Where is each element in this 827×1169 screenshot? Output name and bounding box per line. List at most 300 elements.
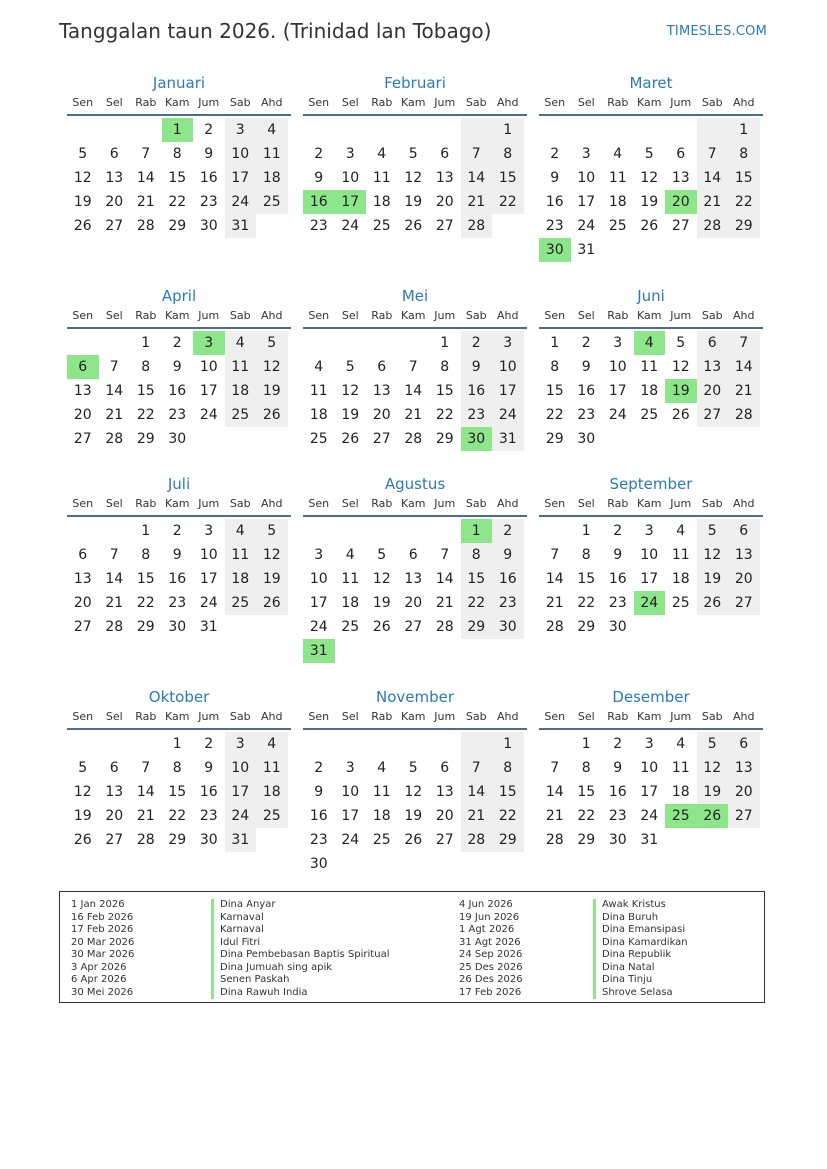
day-cell: 6 [728, 519, 760, 543]
day-cell: 18 [671, 571, 690, 587]
day-cell: 20 [728, 780, 760, 804]
day-cell: 16 [199, 170, 218, 186]
legend-names-left [211, 899, 389, 999]
day-cell: 6 [697, 331, 729, 355]
day-cell: 13 [73, 571, 92, 587]
holiday-day-cell: 1 [461, 519, 493, 543]
day-cell: 12 [372, 571, 391, 587]
month-april [67, 285, 291, 451]
legend-date: 19 Jun 2026 [459, 911, 520, 923]
day-cell: 30 [608, 832, 627, 848]
month-title: April [161, 287, 197, 305]
weekday-label: Rab [607, 96, 629, 109]
weekday-label: Sel [105, 497, 123, 510]
day-cell: 25 [640, 407, 659, 423]
day-cell: 5 [345, 359, 355, 375]
day-cell: 17 [640, 571, 659, 587]
day-cell: 27 [105, 832, 124, 848]
day-cell: 14 [136, 784, 155, 800]
weekday-label: Jum [198, 309, 220, 322]
holiday-day-cell: 20 [665, 190, 697, 214]
day-cell: 27 [435, 832, 454, 848]
day-cell: 25 [225, 591, 257, 615]
day-cell: 21 [728, 379, 760, 403]
day-cell: 27 [435, 218, 454, 234]
day-cell: 19 [256, 567, 288, 591]
day-cell: 4 [345, 547, 355, 563]
day-cell: 2 [613, 736, 623, 752]
month-title: Juni [637, 287, 665, 305]
day-cell: 6 [78, 547, 88, 563]
day-cell: 21 [136, 808, 155, 824]
weekday-header [67, 708, 291, 730]
day-cell: 10 [225, 756, 257, 780]
weekday-label: Sen [308, 710, 330, 723]
weekday-label: Sab [229, 309, 251, 322]
weekday-header [539, 94, 763, 116]
day-cell: 6 [408, 547, 418, 563]
weekday-label: Ahd [497, 309, 519, 322]
day-cell: 20 [697, 379, 729, 403]
day-cell: 26 [372, 619, 391, 635]
empty-cell [634, 118, 666, 142]
month-oktober [67, 686, 291, 852]
day-cell: 3 [314, 547, 324, 563]
weekday-label: Sel [105, 309, 123, 322]
day-cell: 13 [105, 170, 124, 186]
holiday-day-cell: 3 [193, 331, 225, 355]
day-cell: 3 [225, 118, 257, 142]
day-cell: 9 [314, 784, 324, 800]
empty-cell [429, 118, 461, 142]
day-cell: 6 [377, 359, 387, 375]
day-cell: 26 [404, 218, 423, 234]
day-cell: 28 [728, 403, 760, 427]
weekday-label: Sab [465, 497, 487, 510]
day-cell: 7 [141, 146, 151, 162]
day-cell: 10 [640, 760, 659, 776]
day-cell: 9 [172, 359, 182, 375]
day-cell: 1 [581, 523, 591, 539]
day-cell: 24 [199, 407, 218, 423]
day-cell: 6 [728, 732, 760, 756]
weekday-label: Ahd [497, 710, 519, 723]
day-cell: 11 [341, 571, 360, 587]
day-cell: 15 [435, 383, 454, 399]
day-cell: 5 [377, 547, 387, 563]
day-cell: 14 [105, 383, 124, 399]
legend-date: 25 Des 2026 [459, 961, 523, 973]
day-cell: 22 [435, 407, 454, 423]
day-cell: 25 [608, 218, 627, 234]
day-cell: 2 [172, 335, 182, 351]
day-cell: 11 [256, 142, 288, 166]
weekday-label: Kam [637, 96, 662, 109]
day-cell: 3 [492, 331, 524, 355]
month-title: November [375, 688, 455, 706]
weekday-label: Kam [637, 497, 662, 510]
day-cell: 1 [141, 523, 151, 539]
day-cell: 8 [492, 142, 524, 166]
day-grid [303, 331, 527, 451]
day-cell: 23 [168, 595, 187, 611]
weekday-label: Sel [577, 96, 595, 109]
legend-holiday-name: Dina Pembebasan Baptis Spiritual [211, 949, 389, 962]
day-cell: 5 [644, 146, 654, 162]
legend-date: 16 Feb 2026 [71, 911, 134, 923]
day-cell: 12 [341, 383, 360, 399]
empty-cell [303, 331, 335, 355]
legend-date: 30 Mar 2026 [71, 949, 135, 960]
day-cell: 7 [728, 331, 760, 355]
weekday-header [67, 307, 291, 329]
weekday-label: Sab [701, 96, 723, 109]
day-cell: 27 [728, 804, 760, 828]
weekday-label: Kam [401, 309, 426, 322]
weekday-header [303, 495, 527, 517]
month-title: Januari [152, 74, 206, 92]
day-cell: 14 [404, 383, 423, 399]
day-cell: 15 [168, 170, 187, 186]
day-cell: 4 [377, 760, 387, 776]
day-cell: 22 [136, 595, 155, 611]
day-cell: 3 [644, 736, 654, 752]
day-cell: 30 [608, 619, 627, 635]
day-cell: 22 [136, 407, 155, 423]
day-cell: 27 [73, 431, 92, 447]
day-cell: 4 [256, 732, 288, 756]
month-title: Maret [629, 74, 673, 92]
day-cell: 26 [256, 591, 288, 615]
day-cell: 29 [577, 832, 596, 848]
day-cell: 13 [697, 355, 729, 379]
weekday-label: Ahd [261, 309, 283, 322]
day-cell: 24 [199, 595, 218, 611]
day-cell: 22 [168, 194, 187, 210]
weekday-label: Ahd [733, 309, 755, 322]
day-grid [539, 331, 763, 451]
legend-holiday-name: Dina Anyar [211, 899, 389, 912]
day-cell: 23 [168, 407, 187, 423]
legend-date: 30 Mei 2026 [71, 986, 134, 998]
day-cell: 6 [440, 146, 450, 162]
day-cell: 12 [671, 359, 690, 375]
day-cell: 28 [545, 619, 564, 635]
day-cell: 12 [256, 543, 288, 567]
holiday-day-cell: 31 [303, 639, 335, 663]
day-cell: 23 [309, 218, 328, 234]
day-cell: 18 [256, 780, 288, 804]
empty-cell [539, 118, 571, 142]
weekday-label: Sel [577, 309, 595, 322]
day-cell: 18 [372, 194, 391, 210]
day-cell: 16 [199, 784, 218, 800]
day-cell: 13 [728, 543, 760, 567]
weekday-label: Sel [105, 710, 123, 723]
day-cell: 7 [461, 142, 493, 166]
day-cell: 10 [640, 547, 659, 563]
brand-link[interactable]: TIMESLES.COM [666, 24, 767, 39]
legend-date: 1 Agt 2026 [459, 924, 515, 935]
day-cell: 24 [341, 832, 360, 848]
day-cell: 12 [640, 170, 659, 186]
month-november [303, 686, 527, 876]
day-cell: 20 [404, 595, 423, 611]
weekday-label: Sab [229, 497, 251, 510]
day-cell: 22 [492, 804, 524, 828]
day-cell: 2 [204, 736, 214, 752]
day-cell: 19 [73, 808, 92, 824]
legend-date: 4 Jun 2026 [459, 899, 513, 910]
weekday-header [67, 94, 291, 116]
weekday-label: Ahd [497, 497, 519, 510]
day-cell: 5 [697, 519, 729, 543]
legend-date: 17 Feb 2026 [459, 986, 522, 998]
empty-cell [303, 732, 335, 756]
day-cell: 21 [461, 190, 493, 214]
day-grid [67, 519, 291, 639]
empty-cell [67, 331, 99, 355]
day-cell: 18 [225, 567, 257, 591]
day-cell: 9 [314, 170, 324, 186]
legend-names-right [593, 899, 688, 999]
day-cell: 18 [256, 166, 288, 190]
day-cell: 1 [492, 732, 524, 756]
day-cell: 16 [545, 194, 564, 210]
day-cell: 29 [577, 619, 596, 635]
legend-holiday-name: Dina Emansipasi [593, 924, 688, 937]
legend-dates-left [71, 899, 134, 999]
day-cell: 16 [168, 383, 187, 399]
month-title: September [609, 475, 693, 493]
weekday-label: Sel [105, 96, 123, 109]
day-cell: 26 [73, 218, 92, 234]
day-cell: 14 [545, 571, 564, 587]
weekday-header [539, 708, 763, 730]
day-cell: 24 [577, 218, 596, 234]
weekday-label: Sel [577, 710, 595, 723]
weekday-label: Sen [544, 309, 566, 322]
day-cell: 15 [577, 784, 596, 800]
holiday-day-cell: 17 [335, 190, 367, 214]
weekday-label: Sel [577, 497, 595, 510]
weekday-label: Sen [72, 497, 94, 510]
day-grid [303, 118, 527, 238]
day-cell: 21 [404, 407, 423, 423]
legend-dates-right [459, 899, 523, 999]
empty-cell [130, 118, 162, 142]
day-cell: 28 [545, 832, 564, 848]
day-cell: 11 [256, 756, 288, 780]
day-grid [539, 519, 763, 639]
day-cell: 4 [225, 519, 257, 543]
day-cell: 19 [372, 595, 391, 611]
holiday-day-cell: 30 [461, 427, 493, 451]
day-cell: 2 [314, 760, 324, 776]
day-cell: 29 [168, 218, 187, 234]
day-cell: 17 [577, 194, 596, 210]
day-cell: 10 [341, 784, 360, 800]
legend-date: 26 Des 2026 [459, 974, 523, 985]
day-cell: 12 [697, 543, 729, 567]
day-cell: 2 [314, 146, 324, 162]
day-cell: 2 [550, 146, 560, 162]
weekday-header [303, 307, 527, 329]
day-cell: 6 [109, 760, 119, 776]
day-cell: 23 [199, 194, 218, 210]
day-cell: 9 [204, 146, 214, 162]
day-grid [303, 732, 527, 876]
day-cell: 13 [728, 756, 760, 780]
day-cell: 25 [372, 218, 391, 234]
month-title: Agustus [384, 475, 446, 493]
month-title: Oktober [148, 688, 210, 706]
day-cell: 30 [309, 856, 328, 872]
day-cell: 3 [345, 760, 355, 776]
day-cell: 26 [73, 832, 92, 848]
weekday-label: Sen [544, 96, 566, 109]
day-cell: 27 [105, 218, 124, 234]
day-cell: 19 [256, 379, 288, 403]
day-cell: 19 [73, 194, 92, 210]
weekday-label: Jum [198, 96, 220, 109]
day-cell: 17 [225, 780, 257, 804]
legend-holiday-name: Dina Natal [593, 962, 688, 975]
day-cell: 4 [256, 118, 288, 142]
empty-cell [67, 519, 99, 543]
day-cell: 13 [671, 170, 690, 186]
day-grid [67, 732, 291, 852]
day-cell: 27 [372, 431, 391, 447]
month-title: Mei [401, 287, 429, 305]
day-cell: 24 [225, 804, 257, 828]
day-cell: 31 [492, 427, 524, 451]
empty-cell [665, 118, 697, 142]
empty-cell [461, 732, 493, 756]
day-cell: 15 [492, 166, 524, 190]
day-cell: 11 [225, 355, 257, 379]
day-cell: 23 [461, 403, 493, 427]
day-cell: 5 [676, 335, 686, 351]
weekday-label: Ahd [733, 710, 755, 723]
day-cell: 20 [435, 194, 454, 210]
day-cell: 15 [461, 567, 493, 591]
day-cell: 30 [168, 431, 187, 447]
day-cell: 28 [136, 218, 155, 234]
empty-cell [429, 732, 461, 756]
day-cell: 5 [78, 146, 88, 162]
weekday-label: Jum [198, 710, 220, 723]
empty-cell [461, 118, 493, 142]
weekday-label: Rab [371, 309, 393, 322]
day-cell: 1 [172, 736, 182, 752]
day-cell: 28 [697, 214, 729, 238]
weekday-label: Sel [341, 96, 359, 109]
weekday-label: Sab [465, 710, 487, 723]
weekday-label: Jum [670, 710, 692, 723]
day-cell: 22 [577, 808, 596, 824]
empty-cell [335, 732, 367, 756]
day-cell: 24 [492, 403, 524, 427]
legend-holiday-name: Dina Kamardikan [593, 937, 688, 950]
day-cell: 11 [671, 760, 690, 776]
day-cell: 29 [545, 431, 564, 447]
weekday-label: Rab [371, 710, 393, 723]
holiday-day-cell: 30 [539, 238, 571, 262]
day-cell: 9 [550, 170, 560, 186]
day-cell: 13 [105, 784, 124, 800]
weekday-label: Ahd [733, 96, 755, 109]
day-cell: 14 [136, 170, 155, 186]
day-cell: 5 [408, 760, 418, 776]
weekday-label: Sab [229, 96, 251, 109]
month-desember [539, 686, 763, 852]
holiday-day-cell: 24 [634, 591, 666, 615]
weekday-label: Rab [371, 497, 393, 510]
day-cell: 16 [492, 567, 524, 591]
day-cell: 21 [461, 804, 493, 828]
day-cell: 17 [199, 571, 218, 587]
day-cell: 29 [136, 619, 155, 635]
weekday-label: Rab [371, 96, 393, 109]
holiday-day-cell: 26 [697, 804, 729, 828]
day-cell: 22 [728, 190, 760, 214]
day-cell: 7 [697, 142, 729, 166]
day-cell: 15 [728, 166, 760, 190]
day-cell: 20 [435, 808, 454, 824]
day-cell: 10 [492, 355, 524, 379]
day-cell: 1 [440, 335, 450, 351]
day-cell: 3 [225, 732, 257, 756]
day-cell: 12 [404, 170, 423, 186]
day-cell: 4 [613, 146, 623, 162]
empty-cell [366, 118, 398, 142]
day-cell: 15 [492, 780, 524, 804]
day-cell: 21 [105, 407, 124, 423]
day-cell: 1 [492, 118, 524, 142]
empty-cell [398, 519, 430, 543]
legend-date: 24 Sep 2026 [459, 949, 523, 960]
day-cell: 5 [256, 331, 288, 355]
day-cell: 30 [577, 431, 596, 447]
weekday-label: Sen [544, 497, 566, 510]
day-cell: 13 [404, 571, 423, 587]
day-cell: 4 [225, 331, 257, 355]
legend-holiday-name: Dina Buruh [593, 912, 688, 925]
day-cell: 26 [671, 407, 690, 423]
day-cell: 14 [728, 355, 760, 379]
day-cell: 23 [492, 591, 524, 615]
weekday-label: Kam [637, 710, 662, 723]
day-cell: 18 [309, 407, 328, 423]
day-cell: 21 [105, 595, 124, 611]
day-cell: 3 [345, 146, 355, 162]
day-cell: 13 [372, 383, 391, 399]
day-cell: 28 [105, 619, 124, 635]
day-cell: 10 [577, 170, 596, 186]
day-cell: 19 [404, 194, 423, 210]
day-cell: 24 [640, 808, 659, 824]
day-cell: 14 [697, 166, 729, 190]
weekday-label: Sel [341, 497, 359, 510]
day-cell: 9 [461, 355, 493, 379]
weekday-label: Sen [72, 309, 94, 322]
day-cell: 11 [309, 383, 328, 399]
weekday-label: Sab [701, 309, 723, 322]
day-cell: 25 [341, 619, 360, 635]
day-cell: 26 [640, 218, 659, 234]
holiday-day-cell: 6 [67, 355, 99, 379]
